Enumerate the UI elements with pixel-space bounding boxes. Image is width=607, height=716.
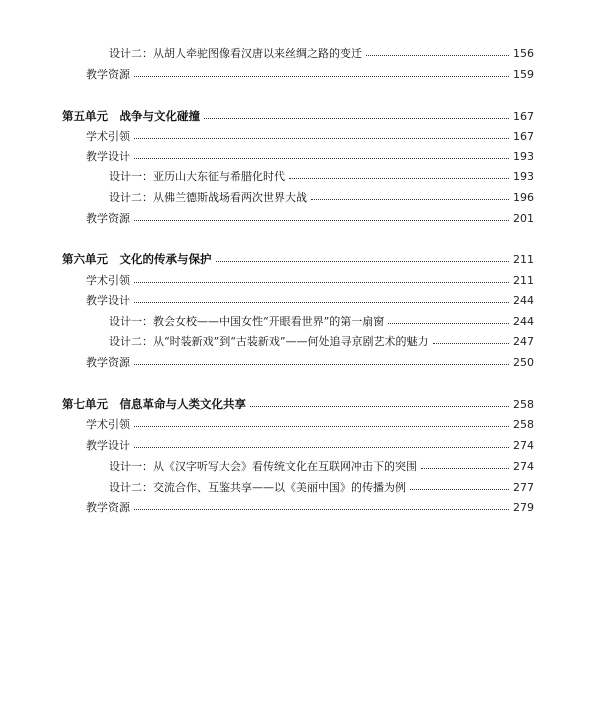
toc-page-number: 258	[513, 417, 534, 431]
dot-leader	[134, 281, 509, 283]
dot-leader	[134, 508, 509, 510]
toc-entry[interactable]	[86, 209, 534, 227]
toc-entry[interactable]	[86, 147, 534, 165]
toc-entry-title: 学术引领	[86, 130, 130, 143]
toc-unit-title: 第五单元 战争与文化碰撞	[62, 109, 200, 123]
dot-leader	[311, 198, 509, 200]
toc-page-number: 167	[513, 109, 534, 123]
toc-entry-title: 教学资源	[86, 68, 130, 81]
toc-unit-title: 第六单元 文化的传承与保护	[62, 252, 212, 266]
toc-entry[interactable]	[86, 498, 534, 516]
toc-entry[interactable]	[109, 167, 534, 185]
dot-leader	[134, 301, 509, 303]
toc-page-number: 250	[513, 355, 534, 369]
toc-unit-title: 第七单元 信息革命与人类文化共享	[62, 397, 246, 411]
toc-entry[interactable]	[86, 436, 534, 454]
toc-page-number: 196	[513, 190, 534, 204]
toc-entry[interactable]	[109, 332, 534, 350]
toc-entry-title: 教学资源	[86, 501, 130, 514]
dot-leader	[134, 363, 509, 365]
toc-page-number: 211	[513, 273, 534, 287]
dot-leader	[134, 75, 509, 77]
dot-leader	[433, 342, 510, 344]
toc-entry-title: 学术引领	[86, 418, 130, 431]
toc-page-number: 193	[513, 149, 534, 163]
toc-entry[interactable]	[109, 312, 534, 330]
dot-leader	[410, 488, 509, 490]
toc-entry-title: 设计二：从“时装新戏”到“古装新戏”——何处追寻京剧艺术的魅力	[109, 335, 429, 348]
toc-page-number: 193	[513, 169, 534, 183]
toc-page-number: 244	[513, 314, 534, 328]
dot-leader	[250, 405, 509, 407]
dot-leader	[388, 322, 509, 324]
dot-leader	[134, 137, 509, 139]
toc-page-number: 258	[513, 397, 534, 411]
toc-entry-title: 教学设计	[86, 294, 130, 307]
toc-page-number: 211	[513, 252, 534, 266]
toc-page-number: 279	[513, 500, 534, 514]
toc-page-number: 201	[513, 211, 534, 225]
toc-entry-title: 设计二：从胡人牵驼图像看汉唐以来丝绸之路的变迁	[109, 47, 362, 60]
toc-page-number: 159	[513, 67, 534, 81]
dot-leader	[366, 54, 509, 56]
toc-entry-title: 设计一：亚历山大东征与希腊化时代	[109, 170, 285, 183]
toc-unit-heading[interactable]	[62, 107, 534, 125]
dot-leader	[134, 157, 509, 159]
toc-entry[interactable]	[86, 291, 534, 309]
toc-unit-heading[interactable]	[62, 250, 534, 268]
toc-entry-title: 设计二：从佛兰德斯战场看两次世界大战	[109, 191, 307, 204]
toc-entry[interactable]	[109, 188, 534, 206]
toc-page-number: 274	[513, 438, 534, 452]
dot-leader	[134, 219, 509, 221]
toc-entry[interactable]	[86, 415, 534, 433]
dot-leader	[216, 260, 510, 262]
toc-page-number: 277	[513, 480, 534, 494]
toc-page-number: 156	[513, 46, 534, 60]
toc-entry[interactable]	[86, 271, 534, 289]
toc-entry-title: 教学资源	[86, 212, 130, 225]
toc-entry[interactable]	[86, 127, 534, 145]
dot-leader	[421, 467, 509, 469]
dot-leader	[134, 425, 509, 427]
toc-entry[interactable]	[109, 44, 534, 62]
toc-page-number: 247	[513, 334, 534, 348]
toc-unit-heading[interactable]	[62, 395, 534, 413]
toc-entry-title: 教学设计	[86, 150, 130, 163]
toc-entry-title: 教学资源	[86, 356, 130, 369]
toc-page-number: 274	[513, 459, 534, 473]
toc-entry[interactable]	[109, 457, 534, 475]
dot-leader	[204, 117, 509, 119]
dot-leader	[134, 446, 509, 448]
toc-entry[interactable]	[86, 65, 534, 83]
toc-page-number: 167	[513, 129, 534, 143]
toc-entry[interactable]	[109, 478, 534, 496]
toc-entry-title: 设计二：交流合作、互鉴共享——以《美丽中国》的传播为例	[109, 481, 406, 494]
toc-entry-title: 设计一：从《汉字听写大会》看传统文化在互联网冲击下的突围	[109, 460, 417, 473]
toc-entry-title: 设计一：教会女校——中国女性“开眼看世界”的第一扇窗	[109, 315, 385, 328]
toc-entry[interactable]	[86, 353, 534, 371]
toc-entry-title: 教学设计	[86, 439, 130, 452]
toc-entry-title: 学术引领	[86, 274, 130, 287]
dot-leader	[289, 177, 509, 179]
toc-page-number: 244	[513, 293, 534, 307]
